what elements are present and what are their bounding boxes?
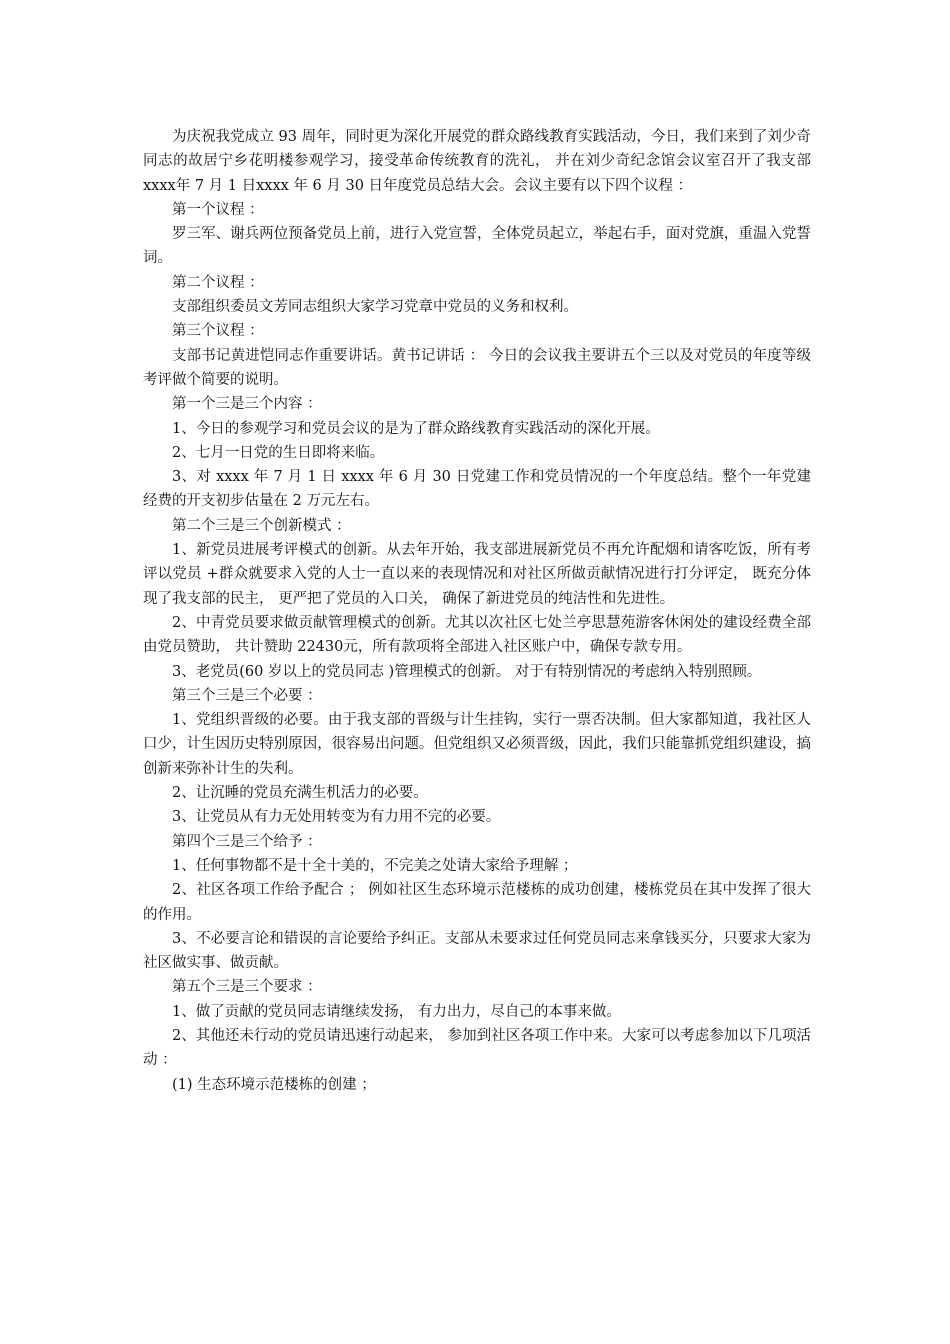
heading-three-requirements: 第五个三是三个要求 ： — [172, 979, 322, 996]
list-item: 1、新党员进展考评模式的创新。从去年开始，我支部进展新党员不再允许配烟和请客吃饭，所有考评以党员 +群众就要求入党的人士一直以来的表现情况和对社区所做贡献情况进行打分评定， 既充分体现了我支部的民主， 更严把了党员的入口关， 确保了新进党员的纯洁性和先进性。 — [143, 542, 811, 607]
heading-agenda-2: 第二个议程 ： — [172, 274, 264, 291]
heading-three-givings: 第四个三是三个给予 ： — [172, 833, 322, 850]
heading-three-necessities: 第三个三是三个必要 ： — [172, 687, 322, 704]
list-item: 1、任何事物都不是十全十美的，不完美之处请大家给予理解 ； — [172, 857, 578, 874]
paragraph: 支部书记黄进恺同志作重要讲话。黄书记讲话 ： 今日的会议我主要讲五个三以及对党员的年度等级考评做个简要的说明。 — [143, 347, 811, 388]
list-item: 1、做了贡献的党员同志请继续发扬， 有力出力，尽自己的本事来做。 — [172, 1003, 621, 1020]
list-item: 2、社区各项工作给予配合 ； 例如社区生态环境示范楼栋的成功创建，楼栋党员在其中发挥了很大的作用。 — [143, 882, 811, 923]
list-item: 1、党组织晋级的必要。由于我支部的晋级与计生挂钩，实行一票否决制。但大家都知道，我社区人口少，计生因历史特别原因，很容易出问题。但党组织又必须晋级，因此，我们只能靠抓党组织建设，搞创新来弥补计生的失利。 — [143, 712, 811, 777]
list-item: (1) 生态环境示范楼栋的创建 ； — [172, 1076, 376, 1093]
heading-three-contents: 第一个三是三个内容 ： — [172, 396, 322, 413]
list-item: 3、老党员(60 岁以上的党员同志 )管理模式的创新。 对于有特别情况的考虑纳入特别照顾。 — [172, 663, 762, 680]
heading-agenda-3: 第三个议程 ： — [172, 323, 264, 340]
list-item: 3、让党员从有力无处用转变为有力用不完的必要。 — [172, 809, 501, 826]
list-item: 2、中青党员要求做贡献管理模式的创新。尤其以次社区七处兰亭思慧苑游客休闲处的建设经费全部由党员赞助， 共计赞助 22430元，所有款项将全部进入社区账户中，确保专款专用。 — [143, 614, 811, 656]
heading-agenda-1: 第一个议程 ： — [172, 201, 264, 218]
list-item: 3、不必要言论和错误的言论要给予纠正。支部从未要求过任何党员同志来拿钱买分，只要求大家为社区做实事、做贡献。 — [143, 930, 811, 972]
paragraph: 罗三军、谢兵两位预备党员上前，进行入党宣誓，全体党员起立，举起右手，面对党旗，重温入党誓词。 — [143, 226, 811, 267]
document-body — [143, 125, 811, 1097]
list-item: 2、七月一日党的生日即将来临。 — [172, 444, 385, 461]
list-item: 3、对 xxxx 年 7 月 1 日 xxxx 年 6 月 30 日党建工作和党员情况的一个年度总结。整个一年党建经费的开支初步估量在 2 万元左右。 — [143, 469, 811, 510]
list-item: 2、其他还未行动的党员请迅速行动起来， 参加到社区各项工作中来。大家可以考虑参加以下几项活动 ： — [143, 1027, 811, 1069]
list-item: 1、今日的参观学习和党员会议的是为了群众路线教育实践活动的深化开展。 — [172, 420, 660, 437]
paragraph-intro: 为庆祝我党成立 93 周年，同时更为深化开展党的群众路线教育实践活动，今日，我们来到了刘少奇同志的故居宁乡花明楼参观学习，接受革命传统教育的洗礼， 并在刘少奇纪念馆会议室召开了我支部 xxxx年 7 月 1 日xxxx 年 6 月 30 日年度党员总结大会。会议主要有以下四个议程 ： — [143, 129, 811, 194]
list-item: 2、让沉睡的党员充满生机活力的必要。 — [172, 785, 428, 802]
paragraph: 支部组织委员文芳同志组织大家学习党章中党员的义务和权利。 — [172, 299, 578, 316]
heading-three-innovations: 第二个三是三个创新模式 ： — [172, 517, 351, 534]
